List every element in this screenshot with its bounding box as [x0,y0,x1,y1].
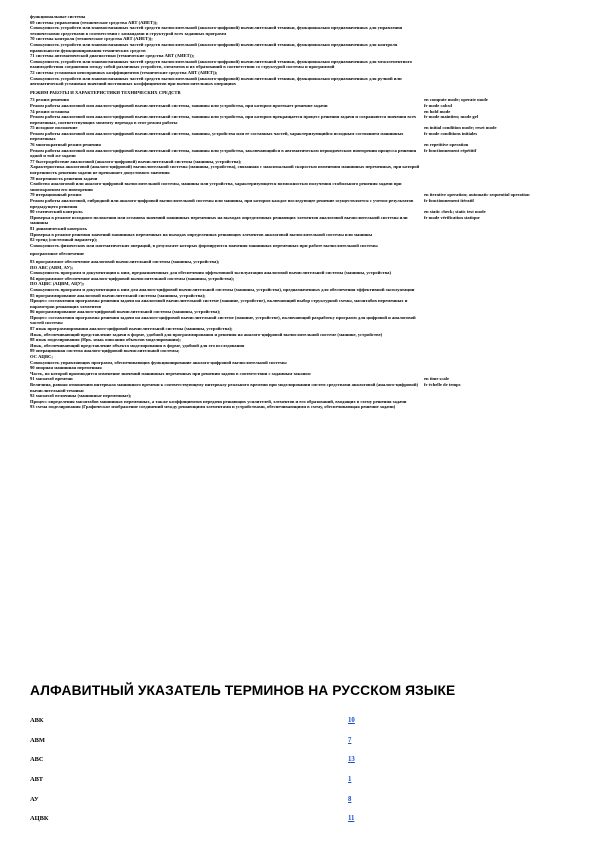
section-heading [30,248,570,259]
index-term: АВТ [30,776,44,784]
entry-text: функциональные системы [30,14,86,19]
entry-text: Процесс определения масштабов машинных переменных, а также коэффициентов передачи решающих усилителей, элементов и его образований, входящих в схему решения задачи [30,398,407,404]
term-entry [30,42,570,53]
entry-text: 92 масштаб величины (машинные переменные); [30,393,132,399]
entry-text: Режим работы аналоговой или аналого-цифровой вычислительной системы, машины или устройства, заключающийся в автоматическом периодическом повторении процесса решения одной и той же задачи [30,147,417,159]
entry-text: ОС АЦВС; [30,354,53,360]
entry-text: 87 язык программирования аналого-цифровой вычислительной системы (машины, устройства); [30,326,233,332]
index-page-link[interactable]: 1 [348,776,352,784]
entry-text: Свойство аналоговой или аналого-цифровой вычислительной системы, машины или устройства, характеризующееся возможностью получения стабильного решения задачи при многократном его повторении [30,181,402,192]
foreign-equivalent [420,25,570,36]
entry-text: 89 операционная система аналого-цифровой вычислительной системы; [30,348,180,354]
entry-text: 85 программирование аналоговой вычислительной системы (машины, устройства); [30,292,206,298]
document-body [30,0,570,410]
entry-text: Величина, равная отношению интервала машинного времени к соответствующему интервалу реального времени при моделировании систем средствами аналоговой (аналого-цифровой) вычислительной техники [30,382,419,393]
index-row [30,731,570,751]
entry-text: Режим работы аналоговой, гибридной или аналого-цифровой вычислительной системы или машины, при котором каждое последующее решение осуществляется с учетом результатов предыдущего решения [30,198,414,209]
entry-text: 84 программное обеспечение аналого-цифровой вычислительной системы (машины, устройства); [30,275,235,281]
entry-text: Совокупность устройств или взаимосвязанных частей средств вычислительной (аналого-цифровой) вычислительной техники, функционально предназначенных для управления техническими средствами в соответствии с командами и структурой всех заданных программ [30,25,403,36]
foreign-equivalent [420,315,570,326]
foreign-equivalent [420,298,570,309]
entry-text: Проверка в режиме решения значений машинных переменных на выходах определенных решающих элементов аналоговой вычислительной системы или машины [30,231,373,237]
entry-text: Часть, по которой производится изменение значений машинных переменных при решении задачи в соответствии с заданным законом [30,370,311,376]
entry-text: 82 тренд (системный параметр); [30,237,98,243]
foreign-equivalent: fr mode calcul [424,102,452,108]
foreign-equivalent: en static check; static test mode [424,209,486,215]
foreign-equivalent [420,42,570,53]
entry-text: Совокупность программ и документации к ним, предназначенных для обеспечения эффективной эксплуатации аналоговой вычислительной системы (машины, устройства) [30,270,391,276]
entry-text: Совокупность устройств или взаимосвязанных частей средств вычислительной (аналого-цифровой) вычислительной техники, функционально предназначенных для контроля правильности функционирования технических средств [30,41,398,53]
entry-text: 75 исходное положение [30,125,78,131]
entry-text: 74 режим останова [30,108,70,114]
term-entry [30,76,570,87]
index-page-link[interactable]: 8 [348,795,352,803]
term-entry [30,181,570,192]
index-term: АЦВК [30,815,49,823]
entry-text: программное обеспечение [30,251,85,257]
entry-text: Совокупность устройств или взаимосвязанных частей средств вычислительной (аналого-цифровой) вычислительной техники, функционально предназначенных для межэлементного взаимодействия соединения между собой различных устройств, элементов и их образований в соответствии со структурой системы и программой [30,58,412,70]
section-heading [30,87,570,98]
entry-text: Совокупность физических или математических операций, в результате которых формируются значения машинных переменных при работе вычислительной системы [30,242,378,248]
term-entry [30,404,570,410]
foreign-equivalent: en compute mode; operate mode [424,97,488,103]
entry-text: Совокупность управляющих программ, обеспечивающих функционирование аналого-цифровой вычислительной системы [30,359,287,365]
foreign-equivalent: en time scale [424,376,450,382]
entry-text: Язык, обеспечивающий представление задачи в форме, удобной для программирования и решения на аналого-цифровой вычислительной системе (машине, устройстве) [30,331,383,337]
foreign-equivalent: en initial condition mode; reset mode [424,125,497,131]
foreign-equivalent [420,76,570,87]
entry-text: 70 системы контроля (технические средства АВТ (АИЕТ)); [30,36,153,42]
entry-text: 93 схема моделирования (Графическое изображение соединений между решающими элементами и устройствами, обеспечивающими в схему, обеспечивающая решение задачи) [30,404,396,410]
foreign-equivalent: fr mode conditions initiales [424,130,478,136]
term-entry [30,131,570,142]
index-title: АЛФАВИТНЫЙ УКАЗАТЕЛЬ ТЕРМИНОВ НА РУССКОМ ЯЗЫКЕ [30,683,456,698]
entry-text: Режим работы аналоговой или аналого-цифровой вычислительной системы, машины или устройства, при котором протекает решение задачи [30,102,328,108]
entry-text: РЕЖИМ РАБОТЫ И ХАРАКТЕРИСТИКИ ТЕХНИЧЕСКИХ СРЕДСТВ [30,89,181,95]
entry-text: Совокупность программ и документации к ним для аналого-цифровой вычислительной системы (машины, устройства), предназначенных для обеспечения эффективной эксплуатации [30,286,415,292]
entry-text: 78 погрешность решения задачи [30,175,98,181]
term-entry [30,59,570,70]
entry-text: Режим работы аналоговой или аналого-цифровой вычислительной системы, машины или устройства, при котором прекращается процесс решения задачи и сохраняются значения всех переменных, соответствующих моменту перехода в этот режим работы [30,114,417,125]
term-entry [30,198,570,209]
index-term: АВС [30,756,44,764]
term-entry [30,148,570,159]
entry-text: Характеристика аналоговой (аналого-цифровой) вычислительной системы (машины, устройства), связанная с максимальной скоростью изменения машинных переменных, при которой погрешность решения задачи не превышает допустимого значения [30,164,420,176]
entry-text: Проверка в режиме исходного положения или останова значений машинных переменных на выходах определенных решающих элементов аналоговой вычислительной системы или машины [30,214,408,226]
entry-text: 86 программирование аналого-цифровой вычислительной системы (машины, устройства); [30,309,221,315]
entry-text: 76 многократный режим решения [30,142,101,148]
entry-text: Режим работы аналоговой или аналого-цифровой вычислительной системы, машины, устройства или ее составных частей, характеризующийся исходным состоянием машинных переменных [30,130,404,142]
term-entry [30,164,570,175]
foreign-equivalent [420,181,570,192]
index-row [30,750,570,770]
entry-text: 81 динамический контроль [30,225,87,231]
index-page-link[interactable]: 13 [348,756,355,764]
foreign-equivalent: fr fonctionnement itératif [424,198,474,203]
entry-text: 72 системы установки неисправных коэффициентов (технические средства АВТ (АИЕТ)); [30,69,218,75]
term-entry [30,382,570,393]
index-page-link[interactable]: 10 [348,717,355,725]
entry-text: 77 быстродействие аналоговой (аналого-цифровой) вычислительной системы (машины, устройства); [30,158,242,164]
index-row [30,809,570,829]
entry-text: 71 системы автоматической диагностики (технические средства АВТ (АИЕТ)); [30,53,195,59]
foreign-equivalent: fr fonctionnement répétitif [424,147,477,153]
entry-text: 79 итерационный режим [30,192,82,198]
term-entry [30,114,570,125]
entry-text: 91 масштаб времени [30,376,73,382]
index-row [30,789,570,809]
entry-text: 73 режим решения [30,97,69,103]
foreign-equivalent: en iterative operation; automatic sequential operation [424,192,530,198]
foreign-equivalent [420,248,570,259]
entry-text: 80 статический контроль [30,209,83,215]
entry-text: Процесс составления программы решения задачи на аналоговой вычислительной системе (машине, устройстве), включающий выбор структурной схемы, масштабов переменных и параметров решающих элементов [30,298,408,309]
entry-text: Процесс составления программы решения задачи на аналого-цифровой вычислительной системе (машине, устройстве), включающий разработку программ для цифровой и аналоговой частей системы [30,314,416,326]
entry-text: Совокупность устройств или взаимосвязанных частей средств вычислительной (аналого-цифровой) вычислительной техники, функционально предназначенных для ручной или автоматической установки значений постоянных коэффициентов при вычислительных операциях [30,75,402,87]
index-term: АВМ [30,736,45,744]
term-entry [30,315,570,326]
foreign-equivalent [420,87,570,98]
entry-text: 83 программное обеспечение аналоговой вычислительной системы (машины, устройства); [30,258,220,264]
index-row [30,711,570,731]
entry-text: 88 язык моделирования (Нрк. язык описания объектов моделирования); [30,337,181,343]
foreign-equivalent [420,164,570,175]
index-page-link[interactable]: 11 [348,815,355,823]
foreign-equivalent: en hold mode [424,108,451,114]
foreign-equivalent: fr échelle de temps [424,382,461,387]
term-entry [30,215,570,226]
index-row [30,770,570,790]
foreign-equivalent [420,404,570,410]
foreign-equivalent: en repetitive operation [424,142,469,148]
index-term: АВК [30,717,44,725]
foreign-equivalent: fr mode maintien; mode gel [424,114,479,120]
index-table [30,711,570,829]
entry-text: 90 опорная машинная переменная [30,365,102,371]
index-term: АУ [30,795,39,803]
foreign-equivalent: fr mode vérification statique [424,214,480,220]
foreign-equivalent [420,59,570,70]
entry-text: Язык, обеспечивающий представление объекта моделирования в форме, удобной для его исследования [30,342,245,348]
term-entry [30,298,570,309]
entry-text: ПО АВС (АВМ, АУ); [30,264,74,270]
index-page-link[interactable]: 7 [348,736,352,744]
entry-text: ПО АЦВС (АЦВМ, АЦУ); [30,281,85,287]
term-entry [30,25,570,36]
entry-text: 69 системы управления (технические средства АВТ (АИЕТ)); [30,19,158,25]
